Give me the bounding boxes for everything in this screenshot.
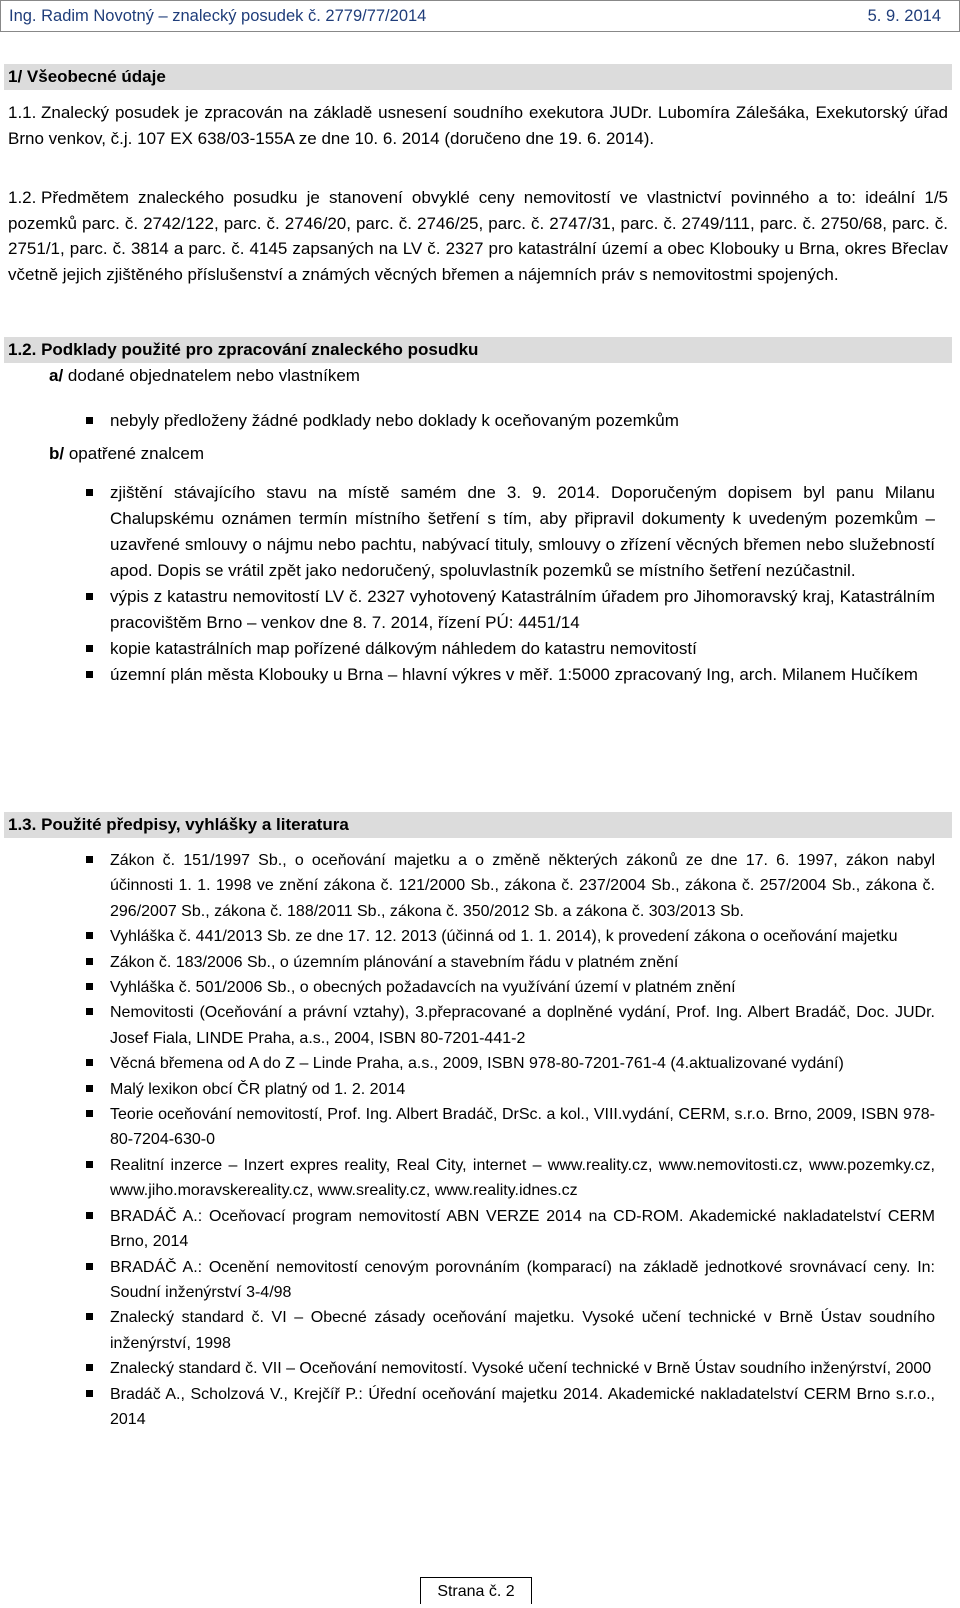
list-item: [80, 975, 935, 1000]
list-item: [80, 848, 935, 924]
list-item-text: nebyly předloženy žádné podklady nebo doklady k oceňovaným pozemkům: [110, 411, 679, 430]
bullet-square-icon: [86, 489, 93, 496]
list-item-text: BRADÁČ A.: Oceňovací program nemovitostí ABN VERZE 2014 na CD-ROM. Akademické nakladatelství CERM Brno, 2014: [110, 1207, 935, 1251]
list-item: [80, 1382, 935, 1433]
list-item: [80, 924, 935, 949]
list-item: [80, 1153, 935, 1204]
subsection-marker: b/: [49, 444, 65, 463]
list-item: [80, 950, 935, 975]
list-item-text: Věcná břemena od A do Z – Linde Praha, a.s., 2009, ISBN 978-80-7201-761-4 (4.aktualizované vydání): [110, 1055, 844, 1073]
list-item-text: Malý lexikon obcí ČR platný od 1. 2. 2014: [110, 1080, 406, 1098]
list-item: [80, 636, 935, 662]
list-item-text: Vyhláška č. 441/2013 Sb. ze dne 17. 12. 2013 (účinná od 1. 1. 2014), k provedení zákona o oceňování majetku: [110, 928, 898, 946]
list-item-text: Bradáč A., Scholzová V., Krejčíř P.: Úřední oceňování majetku 2014. Akademické nakladatelství CERM Brno s.r.o., 2014: [110, 1385, 935, 1428]
list-item-text: Zákon č. 183/2006 Sb., o územním plánování a stavebním řádu v platném znění: [110, 953, 679, 971]
bullet-square-icon: [86, 1313, 93, 1320]
bullet-square-icon: [86, 1059, 93, 1066]
paragraph-number: 1.2.: [8, 188, 37, 207]
list-item: [80, 1051, 935, 1076]
list-item: [80, 1204, 935, 1255]
subsection-b: [49, 444, 204, 464]
subsection-text: dodané objednatelem nebo vlastníkem: [67, 366, 360, 385]
list-item: [80, 480, 935, 584]
list-item-text: Zákon č. 151/1997 Sb., o oceňování majetku a o změně některých zákonů ze dne 17. 6. 1997, zákon nabyl účinnosti 1. 1. 1998 ve znění zákona č. 121/2000 Sb., zákona č. 237/2004 Sb., zákona č. 257/2004 Sb., zákona č. 296/2007 Sb., zákona č. 188/2011 Sb., zákona č. 350/2012 Sb. a zákona č. 303/2013 Sb.: [110, 852, 935, 920]
bullet-square-icon: [86, 593, 93, 600]
list-item-text: územní plán města Klobouky u Brna – hlavní výkres v měř. 1:5000 zpracovaný Ing, arch. Milanem Hučíkem: [110, 665, 918, 684]
list-item: [80, 1356, 935, 1381]
header-date: 5. 9. 2014: [867, 7, 941, 25]
list-regulations-literature: [80, 848, 935, 1432]
list-item-text: Nemovitosti (Oceňování a právní vztahy), 3.přepracované a doplněné vydání, Prof. Ing. Albert Bradáč, Doc. JUDr. Josef Fiala, LINDE Praha, a.s., 2004, ISBN 80-7201-441-2: [110, 1004, 935, 1047]
list-item-text: výpis z katastru nemovitostí LV č. 2327 vyhotovený Katastrálním úřadem pro Jihomoravský kraj, Katastrálním pracovištěm Brno – venkov dne 8. 7. 2014, řízení PÚ: 4451/14: [110, 587, 935, 632]
list-item-text: kopie katastrálních map pořízené dálkovým náhledem do katastru nemovitostí: [110, 639, 697, 658]
list-item-text: BRADÁČ A.: Ocenění nemovitostí cenovým porovnáním (komparací) na základě jednotkové srovnávací ceny. In: Soudní inženýrství 3-4/98: [110, 1258, 935, 1301]
section-1-3-title: 1.3. Použité předpisy, vyhlášky a literatura: [4, 812, 952, 838]
subsection-marker: a/: [49, 366, 64, 385]
list-item: [80, 1305, 935, 1356]
list-item-text: Realitní inzerce – Inzert expres reality, Real City, internet – www.reality.cz, www.nemovitosti.cz, www.pozemky.cz, www.jiho.moravskereality.cz, www.sreality.cz, www.reality.idnes.cz: [110, 1156, 935, 1200]
bullet-square-icon: [86, 932, 93, 939]
list-item-text: Vyhláška č. 501/2006 Sb., o obecných požadavcích na využívání území v platném znění: [110, 979, 736, 997]
bullet-square-icon: [86, 1212, 93, 1219]
bullet-square-icon: [86, 417, 93, 424]
bullet-square-icon: [86, 645, 93, 652]
bullet-square-icon: [86, 958, 93, 965]
list-item-text: zjištění stávajícího stavu na místě samém dne 3. 9. 2014. Doporučeným dopisem byl panu Milanu Chalupskému oznámen termín místního šetření s tím, aby připravil dokumenty k uvedeným pozemkům – uzavřené smlouvy o nájmu nebo pachtu, nabývací tituly, smlouvy o zřízení věcných břemen nebo služebností apod. Dopis se vrátil zpět jako nedoručený, spoluvlastník pozemků se místního šetření nezúčastnil.: [110, 483, 935, 580]
subsection-text: opatřené znalcem: [68, 444, 204, 463]
list-item: [80, 1077, 935, 1102]
subsection-a: [49, 366, 360, 386]
section-1-2-title: 1.2. Podklady použité pro zpracování znaleckého posudku: [4, 337, 952, 363]
bullet-square-icon: [86, 1008, 93, 1015]
bullet-square-icon: [86, 1390, 93, 1397]
bullet-square-icon: [86, 671, 93, 678]
bullet-square-icon: [86, 1110, 93, 1117]
list-item-text: Znalecký standard č. VII – Oceňování nemovitostí. Vysoké učení technické v Brně Ústav soudního inženýrství, 2000: [110, 1360, 932, 1378]
list-item: [80, 1102, 935, 1153]
paragraph-1-2: [8, 185, 948, 287]
bullet-square-icon: [86, 1161, 93, 1168]
list-item-text: Teorie oceňování nemovitostí, Prof. Ing. Albert Bradáč, DrSc. a kol., VIII.vydání, CERM, s.r.o. Brno, 2009, ISBN 978-80-7204-630-0: [110, 1106, 935, 1149]
paragraph-text: Znalecký posudek je zpracován na základě usnesení soudního exekutora JUDr. Lubomíra Zálešáka, Exekutorský úřad Brno venkov, č.j. 107 EX 638/03-155A ze dne 10. 6. 2014 (doručeno dne 19. 6. 2014).: [8, 103, 948, 148]
header-title: Ing. Radim Novotný – znalecký posudek č. 2779/77/2014: [9, 7, 427, 25]
list-item: [80, 662, 935, 688]
list-item-text: Znalecký standard č. VI – Obecné zásady oceňování majetku. Vysoké učení technické v Brně Ústav soudního inženýrství, 1998: [110, 1309, 935, 1352]
section-1-title: 1/ Všeobecné údaje: [4, 64, 952, 90]
paragraph-text: Předmětem znaleckého posudku je stanovení obvyklé ceny nemovitostí ve vlastnictví povinného a to: ideální 1/5 pozemků parc. č. 2742/122, parc. č. 2746/20, parc. č. 2746/25, parc. č. 2747/31, parc. č. 2749/111, parc. č. 2750/68, parc. č. 2751/1, parc. č. 3814 a parc. č. 4145 zapsaných na LV č. 2327 pro katastrální území a obec Klobouky u Brna, okres Břeclav včetně jejich zjištěného příslušenství a známých věcných břemen a nájemních práv s nemovitostmi spojených.: [8, 188, 948, 284]
paragraph-1-1: [8, 100, 948, 151]
list-item: [80, 1000, 935, 1051]
list-item: [80, 584, 935, 636]
page-header: [0, 0, 960, 32]
page-footer: Strana č. 2: [420, 1577, 532, 1604]
list-provided-documents: [80, 408, 935, 434]
bullet-square-icon: [86, 983, 93, 990]
bullet-square-icon: [86, 856, 93, 863]
bullet-square-icon: [86, 1085, 93, 1092]
list-expert-documents: [80, 480, 935, 688]
bullet-square-icon: [86, 1364, 93, 1371]
bullet-square-icon: [86, 1263, 93, 1270]
paragraph-number: 1.1.: [8, 103, 37, 122]
list-item: [80, 408, 935, 434]
list-item: [80, 1255, 935, 1306]
